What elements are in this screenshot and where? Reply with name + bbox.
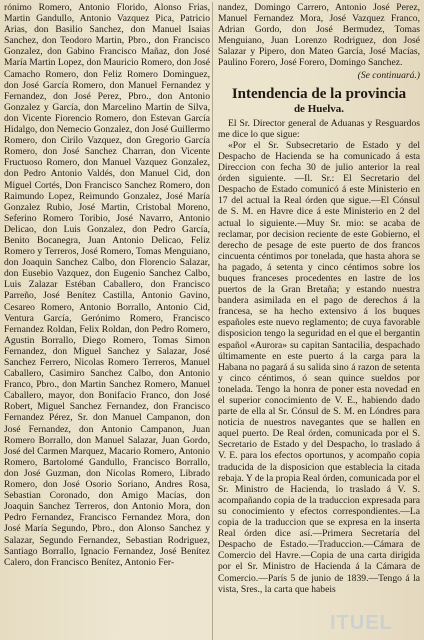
intro-paragraph: El Sr. Director general de Aduanas y Resguardos me dice lo que sigue: bbox=[218, 117, 420, 140]
section-subheading: de Huelva. bbox=[293, 102, 345, 115]
names-list-text: rónimo Romero, Antonio Florido, Alonso Frias, Martin Gandullo, Antonio Vazquez Pica, Patricio Arias, don Basilio Sanchez, don Manuel Isaias Sanchez, don Teodoro Martin, Pbro., don Francisco Gonzalez, don Gabino Francisco Mañaz, don José María Martin Lopez, don Mauricio Romero, don José Camacho Romero, don Feliz Romero Dominguez, don José García Romero, don Manuel Fernandez y Fernandez, don José Perez, Pbro., don Antonio Gonzalez y García, don Marcelino Martin de Silva, don Vicente Fiorencio Romero, don Estevan García Hidalgo, don Nemecio Gonzalez, don José Guillermo Romero, don Cirilo Vazquez, don Gregorio García Romero, don José Sanchez Charran, don Vicente Fructuoso Romero, don Manuel Vazquez Gonzalez, don Pedro Antonio Valdés, don Manuel Cid, don Miguel Cortés, Don Francisco Sanchez Romero, don Raimundo Lopez, Reimundo Gonzalez, José María Gonzalez Rubio, José Martin, Cristobal Moreno, Seferino Romero Toribio, José Navarro, Antonio Delicao, don Luis Gonzalez, don Pedro García, Benito Bocanegra, Juan Antonio Delicao, Feliz Romero y Terreros, José Romero, Tomas Menguiano, don Joaquin Sanchez Calbo, don Florencio Salazar, don Eusebio Vazquez, don Eugenio Sanchez Calbo, Luis Zalazar Estéban Caballero, don Francisco Parreño, José Benítez Castilla, Antonio Gavino, Cesareo Romero, Antonio Borrallo, Antonio Cid, Ventura García, Gerónimo Romero, Francisco Fernandez Roldan, Felix Roldan, don Pedro Romero, Agustin Borrallo, Diego Romero, Tomas Simon Fernandez, don Miguel Sanchez y Salazar, José Sanchez Ferrero, Nicolas Romero Terreros, Manuel Caballero, Casimiro Sanchez Calbo, don Antonio Franco, Pbro., don Martin Sanchez Romero, Manuel Caballero, mayor, don Bonifacio Franco, don José Robert, Miguel Sanchez Fernandez, don Francisco Fernandez Pérez, Sr. don Manuel Campanon, don José Fernandez, don Antonio Campanon, Juan Romero Borrallo, don Manuel Salazar, Juan Gordo, José del Carmen Marquez, Macario Romero, Antonio Romero, Bartolomé Gandullo, Francisco Borrallo, don José Guzman, don Nicolas Romero, Librado Romero, don José Osorio Soriano, Andres Rosa, Sebastian Coronado, don Amigo Macías, don Joaquin Sanchez Terreros, don Antonio Mora, don Pedro Fernandez, Francisco Fernandez Mora, don José María Segundo, Pbro., don Alonso Sanchez y Salazar, Segundo Fernandez, Sebastian Rodriguez, Santiago Borrallo, Ignacio Fernandez, José Benítez Calero, don Francisco Benítez, Antonio Fer- bbox=[4, 2, 210, 568]
names-list-continuation: nandez, Domingo Carrero, Antonio José Perez, Manuel Fernandez Mora, José Vazquez Franco, Adrian Gordo, don José Bermudez, Tomas Menguiano, Juan Lorenzo Rodriguez, don José Salazar y Pipero, don Mateo García, José Macías, Paulino Forero, José Forero, Domingo Sanchez. bbox=[218, 2, 420, 69]
body-paragraph: «Por el Sr. Subsecretario de Estado y del Despacho de Hacienda se ha comunicado á esta Direccion con fecha 30 de julio anterior la real órden siguiente. —Il. Sr.: El Secretario del Despacho de Estado comunicó á este Ministerio en 17 del actual la Real órden que sigue.—El Cónsul de S. M. en Havre dice á este Ministerio en 2 del actual lo siguiente.—Muy Sr. mio: se acaba de reclamar, por decision reciente de este Gobierno, el derecho de pesage de este puerto de dos francos cincuenta céntimos por tonelada, que hasta ahora se ha pagado, á setenta y cinco céntimos sobre los buques franceses procedentes en lastre de los puertos de la Gran Bretaña; y estando nuestra bandera asimilada en el pago de derechos á la francesa, se ha hecho extensivo á los buques españoles este nuevo reglamento; de cuya favorable disposicion tengo la seguridad en el que el bergantin español «Aurora» su capitan Santacilia, despachado últimamente en este puerto á la carga para la Habana no pagará á su salida sino á razon de setenta y cinco céntimos, ó sean quince sueldos por tonelada. Tengo la honra de poner esta novedad en el superior conocimiento de V. E., habiendo dado parte de ella al Sr. Cónsul de S. M. en Lóndres para noticia de nuestros navegantes que se hallen en aquel puerto. De Real órden, comunicada por el S. Secretario de Estado y del Despacho, lo traslado á V. E. para los efectos oportunos, y acompaño copia traducida de la disposicion que establecia la citada rebaja. Y de la propia Real órden, comunicada por el Sr. Ministro de Hacienda, lo traslado á V. S. acompañando copia de la traduccion expresada para su conocimiento y efectos correspondientes.—La copia de la traduccion que se expresa en la inserta Real órden dice así.—Primera Secretaría del Despacho de Estado.—Traduccion.—Cámara de Comercio del Havre.—Copia de una carta dirigida por el Sr. Ministro de Hacienda á la Cámara de Comercio.—París 5 de junio de 1839.—Tengo á la vista, Sres., la carta que habeis bbox=[218, 139, 420, 595]
left-column bbox=[4, 2, 210, 640]
right-column bbox=[218, 2, 420, 640]
section-heading: Intendencia de la provincia bbox=[231, 85, 407, 102]
watermark-logo: ITUEL bbox=[330, 612, 393, 634]
continuation-note: (Se continuará.) bbox=[357, 69, 420, 81]
column-divider bbox=[212, 2, 213, 640]
